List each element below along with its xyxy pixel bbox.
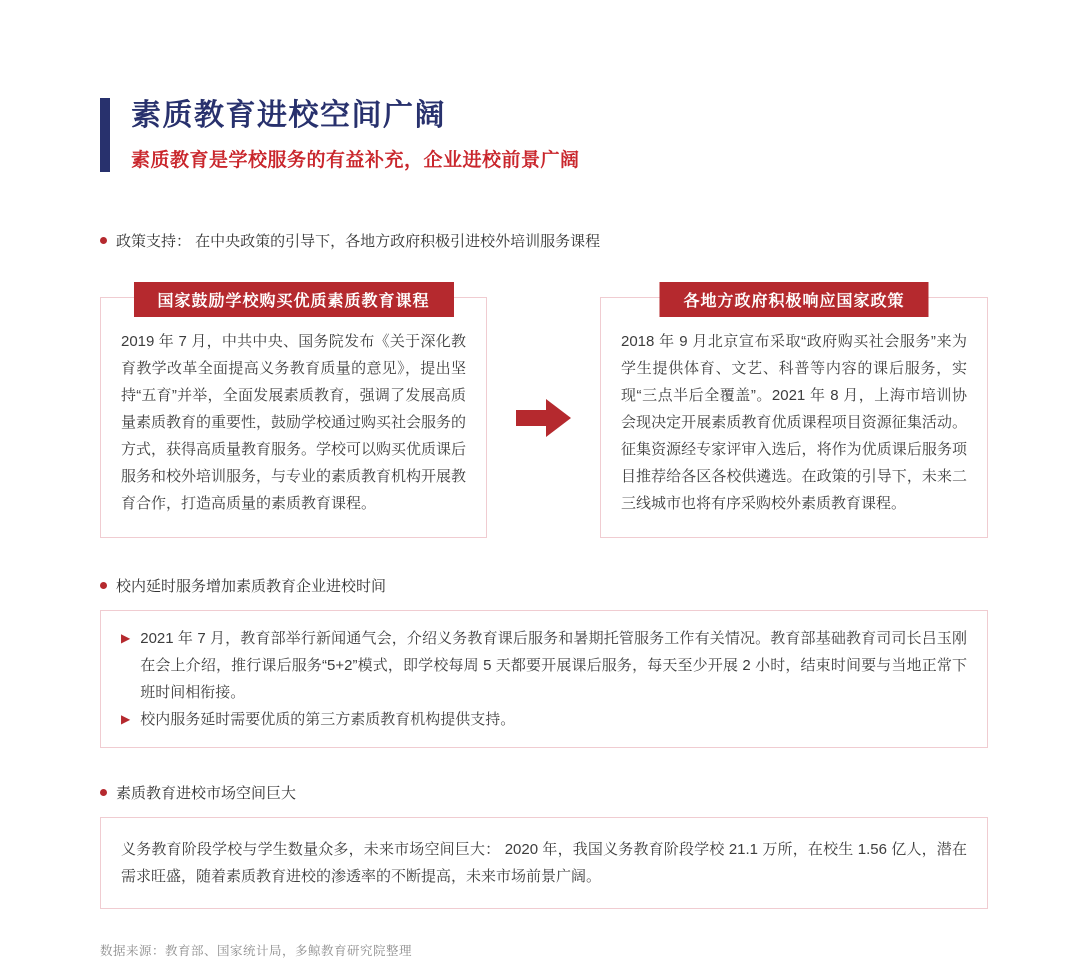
- data-source-note: 数据来源：教育部、国家统计局，多鲸教育研究院整理: [100, 944, 413, 958]
- after-school-bullet-label: 校内延时服务增加素质教育企业进校时间: [116, 578, 387, 595]
- right-arrow-icon: [516, 397, 572, 439]
- market-box-body: 义务教育阶段学校与学生数量众多，未来市场空间巨大： 2020 年，我国义务教育阶段学校 21.1 万所，在校生 1.56 亿人，潜在需求旺盛，随着素质教育进校的渗透率的不断提高，未来市场前景广阔。: [121, 841, 967, 885]
- national-policy-card-body: 2019 年 7 月，中共中央、国务院发布《关于深化教育教学改革全面提高义务教育质量的意见》，提出坚持“五育”并举，全面发展素质教育，强调了发展高质量素质教育的重要性，鼓励学校通过购买社会服务的方式，获得高质量教育服务。学校可以购买优质课后服务和校外培训服务，与专业的素质教育机构开展教育合作，打造高质量的素质教育课程。: [121, 333, 467, 512]
- bullet-dot-icon: [100, 582, 107, 589]
- policy-bullet-row: [100, 230, 988, 251]
- policy-bullet-label: 政策支持： 在中央政策的引导下，各地方政府积极引进校外培训服务课程: [116, 233, 601, 250]
- local-gov-card: [600, 293, 988, 538]
- page-content: [100, 0, 988, 959]
- market-bullet-label: 素质教育进校市场空间巨大: [116, 785, 297, 802]
- list-item: [121, 625, 967, 706]
- triangle-bullet-icon: ▶: [121, 631, 131, 645]
- page-title: 素质教育进校空间广阔: [131, 99, 446, 132]
- after-school-item-text: 2021 年 7 月，教育部举行新闻通气会，介绍义务教育课后服务和暑期托管服务工作有关情况。教育部基础教育司司长吕玉刚在会上介绍，推行课后服务“5+2”模式，即学校每周 5 天都要开展课后服务，每天至少开展 2 小时，结束时间要与当地正常下班时间相衔接。: [140, 630, 967, 701]
- section-header: [100, 98, 988, 172]
- triangle-bullet-icon: ▶: [121, 712, 131, 726]
- market-bullet-row: [100, 782, 988, 803]
- arrow-zone: [487, 297, 600, 538]
- list-item: [121, 706, 967, 733]
- after-school-item-text: 校内服务延时需要优质的第三方素质教育机构提供支持。: [140, 711, 516, 728]
- after-school-box: [100, 610, 988, 748]
- policy-cards-row: [100, 293, 988, 538]
- bullet-dot-icon: [100, 237, 107, 244]
- page-subtitle: 素质教育是学校服务的有益补充，企业进校前景广阔: [131, 150, 580, 171]
- bullet-dot-icon: [100, 789, 107, 796]
- market-box: [100, 817, 988, 909]
- after-school-bullet-row: [100, 575, 988, 596]
- national-policy-card-title: 国家鼓励学校购买优质素质教育课程: [133, 282, 453, 317]
- national-policy-card: [100, 293, 487, 538]
- local-gov-card-title: 各地方政府积极响应国家政策: [659, 282, 928, 317]
- local-gov-card-body: 2018 年 9 月北京宣布采取“政府购买社会服务”来为学生提供体育、文艺、科普等内容的课后服务，实现“三点半后全覆盖”。2021 年 8 月，上海市培训协会现决定开展素质教育优质课程项目资源征集活动。征集资源经专家评审入选后，将作为优质课后服务项目推荐给各区各校供遴选。在政策的引导下，未来二三线城市也将有序采购校外素质教育课程。: [621, 333, 967, 512]
